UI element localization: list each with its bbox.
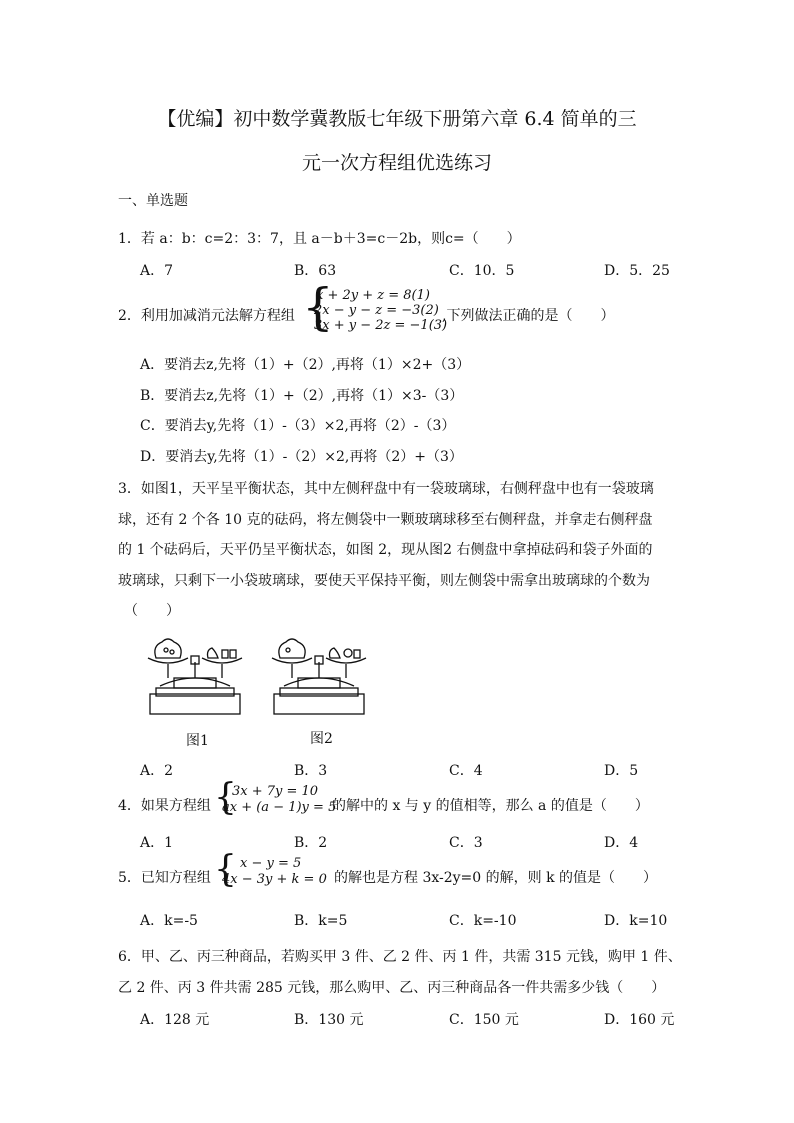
question-5-option-b: B．k=5 <box>294 913 348 929</box>
question-4-equation-system <box>214 777 337 818</box>
question-4-option-b: B．2 <box>294 835 328 851</box>
question-2-option-b: B．要消去z,先将（1）+（2）,再将（1）×3-（3） <box>140 388 464 404</box>
equation-1: x + 2y + z = 8(1) <box>316 288 430 303</box>
question-3-option-c: C．4 <box>449 763 483 779</box>
figure-2-caption: 图2 <box>310 731 333 747</box>
equation-1: x − y = 5 <box>240 856 302 871</box>
question-5-option-a: A．k=-5 <box>140 913 198 929</box>
question-4-suffix: 的解中的 x 与 y 的值相等，那么 a 的值是（ ） <box>332 798 649 814</box>
question-1-option-d: D．5．25 <box>604 263 670 279</box>
question-3-option-b: B．3 <box>294 763 328 779</box>
question-5-option-d: D．k=10 <box>604 913 668 929</box>
question-6-option-b: B．130 元 <box>294 1012 364 1028</box>
balance-scale-1-icon <box>148 639 242 714</box>
question-2-prefix: 2．利用加减消元法解方程组 <box>118 308 295 324</box>
question-5-option-c: C．k=-10 <box>449 913 517 929</box>
question-4-option-c: C．3 <box>449 835 483 851</box>
equation-2: ax + (a − 1)y = 5 <box>222 800 337 815</box>
question-6-line-1: 6．甲、乙、丙三种商品，若购买甲 3 件、乙 2 件、丙 1 件，共需 315 元钱，购甲 1 件、 <box>118 949 682 965</box>
question-4-prefix: 4．如果方程组 <box>118 798 211 814</box>
brace-glyph: { <box>302 278 334 336</box>
question-3-line-2: 球，还有 2 个各 10 克的砝码，将左侧袋中一颗玻璃球移至右侧秤盘，并拿走右侧秤盘 <box>118 512 653 528</box>
document-title-line-2: 元一次方程组优选练习 <box>301 152 492 174</box>
question-3-line-4: 玻璃球，只剩下一小袋玻璃球，要使天平保持平衡，则左侧袋中需拿出玻璃球的个数为 <box>118 573 650 589</box>
brace-glyph: { <box>214 849 237 890</box>
question-6-option-d: D．160 元 <box>604 1012 675 1028</box>
question-4-option-d: D．4 <box>604 835 639 851</box>
question-3-option-a: A．2 <box>140 763 174 779</box>
question-5-prefix: 5．已知方程组 <box>118 870 211 886</box>
question-2-option-c: C．要消去y,先将（1）-（3）×2,再将（2）-（3） <box>140 418 456 434</box>
question-5-equation-system <box>214 849 334 890</box>
question-4-option-a: A．1 <box>140 835 174 851</box>
document-title-line-1: 【优编】初中数学冀教版七年级下册第六章 6.4 简单的三 <box>157 108 637 130</box>
question-3-line-3: 的 1 个砝码后，天平仍呈平衡状态，如图 2，现从图2 右侧盘中拿掉砝码和袋子外面的 <box>118 542 653 558</box>
balance-scale-figures <box>144 630 376 720</box>
question-3-line-1: 3．如图1，天平呈平衡状态，其中左侧秤盘中有一袋玻璃球，右侧秤盘中也有一袋玻璃 <box>118 481 654 497</box>
equation-2: 4x − 3y + k = 0 <box>222 872 327 887</box>
question-3-line-5: （ ） <box>124 603 180 619</box>
question-2-option-a: A．要消去z,先将（1）+（2）,再将（1）×2+（3） <box>140 357 471 373</box>
question-3-option-d: D．5 <box>604 763 639 779</box>
question-2-equation-system <box>302 278 448 336</box>
equation-2: 2x − y − z = −3(2) <box>314 303 439 318</box>
question-6-option-c: C．150 元 <box>449 1012 519 1028</box>
question-2-suffix: ,下列做法正确的是（ ） <box>442 308 615 324</box>
question-5-suffix: 的解也是方程 3x-2y=0 的解，则 k 的值是（ ） <box>334 870 658 886</box>
equation-1: 3x + 7y = 10 <box>232 784 319 799</box>
question-6-line-2: 乙 2 件、丙 3 件共需 285 元钱，那么购甲、乙、丙三种商品各一件共需多少钱（ ） <box>118 980 666 996</box>
figure-1-caption: 图1 <box>186 733 209 749</box>
balance-scale-2-icon <box>272 639 366 714</box>
question-1-option-c: C．10．5 <box>449 263 515 279</box>
question-1-option-b: B．63 <box>294 263 337 279</box>
question-2-option-d: D．要消去y,先将（1）-（2）×2,再将（2）+（3） <box>140 449 463 465</box>
brace-glyph: { <box>214 777 237 818</box>
section-heading: 一、单选题 <box>118 193 188 209</box>
equation-3: 3x + y − 2z = −1(3) <box>314 318 448 333</box>
question-6-option-a: A．128 元 <box>140 1012 210 1028</box>
question-1-option-a: A．7 <box>140 263 174 279</box>
question-1-stem: 1．若 a：b：c=2：3：7，且 a－b＋3=c－2b，则c=（ ） <box>118 231 521 247</box>
